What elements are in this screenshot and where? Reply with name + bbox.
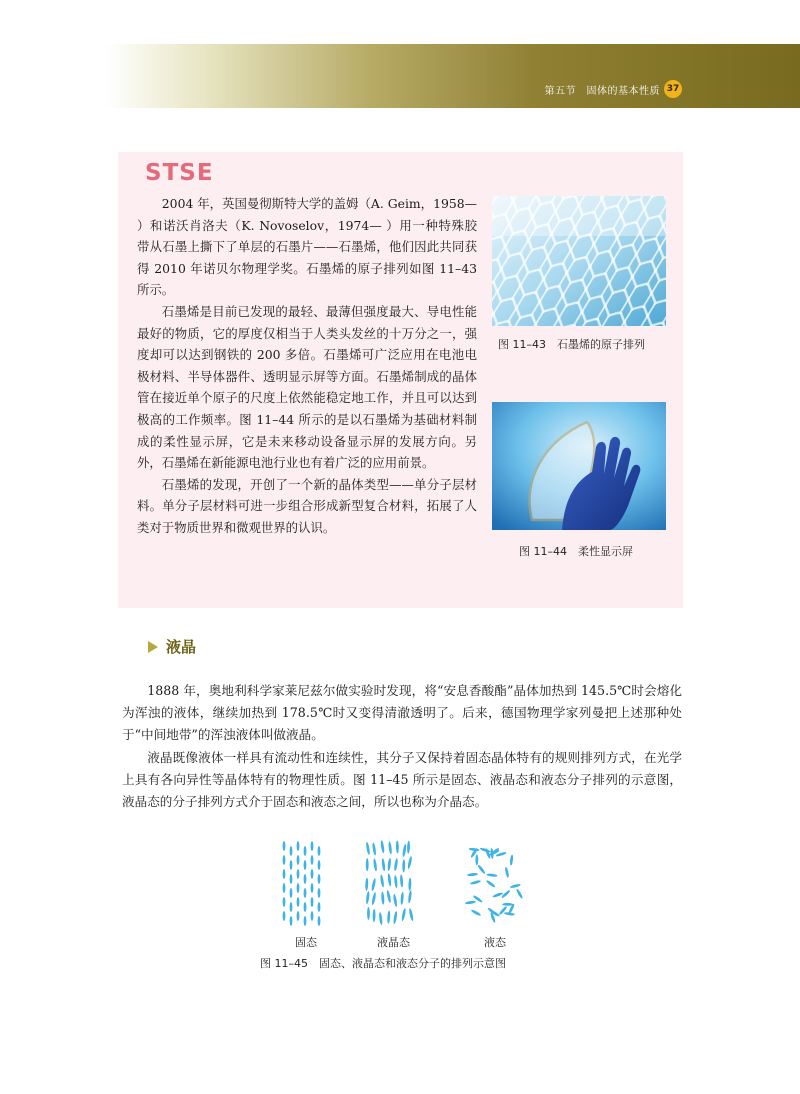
molecule	[386, 890, 391, 903]
molecule	[475, 854, 478, 865]
molecule	[304, 902, 307, 912]
molecule	[290, 846, 293, 856]
molecule	[283, 897, 286, 907]
molecule	[311, 841, 314, 851]
molecule	[290, 860, 293, 870]
molecule	[387, 858, 391, 871]
molecule	[311, 855, 314, 865]
molecule	[371, 878, 376, 891]
molecule	[290, 888, 293, 898]
molecule	[402, 844, 407, 857]
stse-paragraph-1: 2004 年，英国曼彻斯特大学的盖姆（A. Geim，1958— ）和诺沃肖洛夫（K. Novoselov，1974— ）用一种特殊胶带从石墨上撕下了单层的石墨片——石墨烯，他们因此共同获得 2010 年诺贝尔物理学奖。石墨烯的原子排列如图 11–43 所示。	[137, 196, 477, 298]
molecule	[510, 883, 521, 888]
figure-11-45-caption: 图 11–45 固态、液晶态和液态分子的排列示意图	[260, 957, 506, 970]
molecule	[366, 891, 370, 904]
molecule	[318, 888, 321, 898]
molecule	[394, 875, 398, 888]
molecule	[515, 888, 523, 899]
molecule	[504, 867, 509, 878]
molecule	[311, 911, 314, 921]
stse-paragraph-2: 石墨烯是目前已发现的最轻、最薄但强度最大、导电性能最好的物质，它的厚度仅相当于人类头发丝的十万分之一，强度却可以达到钢铁的 200 多倍。石墨烯可广泛应用在电池电极材料、半导体器件、透明显示屏等方面。石墨烯制成的晶体管在接近单个原子的尺度上依然能稳定地工作，并且可以达到极高的工作频率。图 11–44 所示的是以石墨烯为基础材料制成的柔性显示屏，它是未来移动设备显示屏的发展方向。另外，石墨烯在新能源电池行业也有着广泛的应用前景。	[137, 303, 477, 471]
molecule	[408, 890, 412, 903]
molecule	[283, 841, 286, 851]
graphene-lattice-image	[492, 196, 666, 326]
molecule	[396, 840, 399, 853]
molecule	[393, 911, 398, 924]
page-number-badge: 37	[664, 80, 682, 98]
molecule	[297, 855, 300, 865]
molecule	[311, 869, 314, 879]
figure-11-43-caption: 图 11–43 石墨烯的原子排列	[498, 338, 645, 351]
molecule	[400, 874, 404, 887]
molecule	[372, 842, 377, 855]
molecule	[380, 874, 385, 887]
molecule	[387, 911, 391, 924]
molecule	[304, 916, 307, 926]
label-liquid: 液态	[484, 936, 506, 949]
molecule	[304, 874, 307, 884]
molecule	[283, 911, 286, 921]
molecule	[297, 911, 300, 921]
solid-state-molecules	[283, 841, 321, 926]
molecule	[470, 880, 481, 886]
label-liquid-crystal: 液晶态	[377, 936, 410, 949]
molecule	[402, 859, 405, 872]
molecule	[297, 897, 300, 907]
molecule	[366, 858, 369, 871]
molecule	[388, 841, 392, 854]
molecule	[297, 841, 300, 851]
body-text	[122, 680, 682, 813]
molecule	[407, 856, 413, 869]
molecule	[311, 883, 314, 893]
stse-paragraph-3: 石墨烯的发现，开创了一个新的晶体类型——单分子层材料。单分子层材料可进一步组合形成新型复合材料，拓展了人类对于物质世界和微观世界的认识。	[137, 476, 477, 535]
molecule	[408, 878, 411, 891]
molecule	[290, 874, 293, 884]
label-solid: 固态	[295, 936, 317, 949]
triangle-bullet-icon	[148, 641, 158, 653]
molecule	[373, 909, 376, 922]
molecule	[318, 902, 321, 912]
molecule	[381, 892, 385, 905]
molecule	[290, 916, 293, 926]
molecule	[365, 842, 370, 855]
molecule	[318, 874, 321, 884]
stse-title: STSE	[145, 160, 214, 186]
molecule	[486, 873, 497, 877]
molecule-arrangement-diagram	[270, 838, 530, 938]
stse-text	[137, 193, 477, 539]
liquid-crystal-molecules	[365, 840, 414, 925]
molecule	[509, 855, 513, 866]
molecule	[290, 902, 293, 912]
molecule	[467, 873, 478, 877]
molecule	[407, 841, 410, 854]
molecule	[304, 846, 307, 856]
molecule	[304, 860, 307, 870]
molecule	[371, 892, 376, 905]
header-bar	[105, 44, 800, 108]
molecule	[304, 888, 307, 898]
molecule	[502, 903, 513, 906]
molecule	[297, 869, 300, 879]
molecule	[401, 908, 406, 921]
section-heading	[148, 636, 196, 657]
running-header: 第五节 固体的基本性质	[544, 86, 660, 97]
flexible-display-image	[492, 402, 666, 530]
molecule	[400, 892, 404, 905]
molecule	[381, 858, 385, 871]
molecule	[490, 848, 494, 859]
molecule	[379, 912, 383, 925]
molecule	[477, 864, 486, 874]
molecule	[283, 855, 286, 865]
molecule	[387, 873, 391, 886]
molecule	[297, 883, 300, 893]
molecule	[480, 847, 491, 853]
liquid-molecules	[465, 847, 524, 923]
molecule	[394, 858, 399, 871]
molecule	[283, 883, 286, 893]
molecule	[393, 894, 398, 907]
molecule	[318, 860, 321, 870]
molecule	[380, 840, 385, 853]
body-paragraph-1: 1888 年，奥地利科学家莱尼兹尔做实验时发现，将“安息香酸酯”晶体加热到 145.5℃时会熔化为浑浊的液体，继续加热到 178.5℃时又变得清澈透明了。后来，德国物理学家列曼把上述那种处于“中间地带”的浑浊液体叫做液晶。	[122, 683, 682, 743]
molecule	[311, 897, 314, 907]
molecule	[471, 909, 482, 917]
section-title: 液晶	[166, 638, 197, 656]
body-paragraph-2: 液晶既像液体一样具有流动性和连续性，其分子又保持着固态晶体特有的规则排列方式，在光学上具有各向异性等晶体特有的物理性质。图 11–45 所示是固态、液晶态和液态分子排列的示意图，液晶态的分子排列方式介于固态和液态之间，所以也称为介晶态。	[122, 749, 682, 810]
molecule	[465, 900, 476, 904]
molecule	[365, 878, 368, 891]
molecule	[318, 846, 321, 856]
molecule	[373, 858, 378, 871]
molecule	[408, 908, 414, 921]
molecule	[486, 879, 497, 888]
molecule	[283, 869, 286, 879]
molecule	[318, 916, 321, 926]
figure-11-44-caption: 图 11–44 柔性显示屏	[519, 545, 633, 558]
molecule	[367, 907, 370, 920]
